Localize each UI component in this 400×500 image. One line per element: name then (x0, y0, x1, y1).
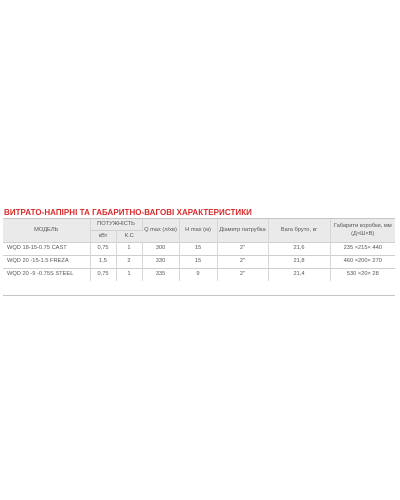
cell-dimensions: 460 ×200× 270 (330, 256, 395, 269)
cell-h-max: 15 (179, 243, 217, 256)
header-diameter: Діаметр патрубка (217, 219, 268, 243)
cell-q-max: 300 (142, 243, 179, 256)
table-row (3, 269, 395, 282)
cell-weight: 21,8 (268, 256, 330, 269)
cell-h-max: 9 (179, 269, 217, 282)
cell-model: WQD 18-15-0.75 CAST (3, 243, 90, 256)
cell-dimensions: 530 ×20× 28 (330, 269, 395, 282)
cell-diameter: 2" (217, 243, 268, 256)
cell-hp: 1 (116, 269, 142, 282)
characteristics-table (3, 219, 395, 281)
section-title: ВИТРАТО-НАПІРНІ ТА ГАБАРИТНО-ВАГОВІ ХАРАКТЕРИСТИКИ (4, 207, 252, 217)
header-dimensions: Габарити коробки, мм (Д×Ш×В) (330, 219, 395, 243)
cell-q-max: 330 (142, 256, 179, 269)
header-hp: К.С (116, 231, 142, 243)
cell-q-max: 335 (142, 269, 179, 282)
cell-diameter: 2" (217, 256, 268, 269)
cell-weight: 21,4 (268, 269, 330, 282)
header-power: ПОТУЖНІСТЬ (90, 219, 142, 231)
table-row (3, 243, 395, 256)
table-row (3, 256, 395, 269)
cell-dimensions: 235 ×215× 440 (330, 243, 395, 256)
cell-hp: 1 (116, 243, 142, 256)
header-model: МОДЕЛЬ (3, 219, 90, 243)
header-kw: кВт (90, 231, 116, 243)
cell-kw: 1,5 (90, 256, 116, 269)
cell-model: WQD 20 -9 -0.75S STEEL (3, 269, 90, 282)
header-q-max: Q max (л/хв) (142, 219, 179, 243)
header-weight: Вага бруто, кг (268, 219, 330, 243)
header-h-max: Н max (м) (179, 219, 217, 243)
table-bottom-rule (3, 295, 395, 296)
cell-kw: 0,75 (90, 269, 116, 282)
cell-hp: 2 (116, 256, 142, 269)
cell-kw: 0,75 (90, 243, 116, 256)
cell-model: WQD 20 -15-1.5 FREZA (3, 256, 90, 269)
cell-weight: 21,6 (268, 243, 330, 256)
cell-diameter: 2" (217, 269, 268, 282)
cell-h-max: 15 (179, 256, 217, 269)
table-header-row (3, 219, 395, 231)
